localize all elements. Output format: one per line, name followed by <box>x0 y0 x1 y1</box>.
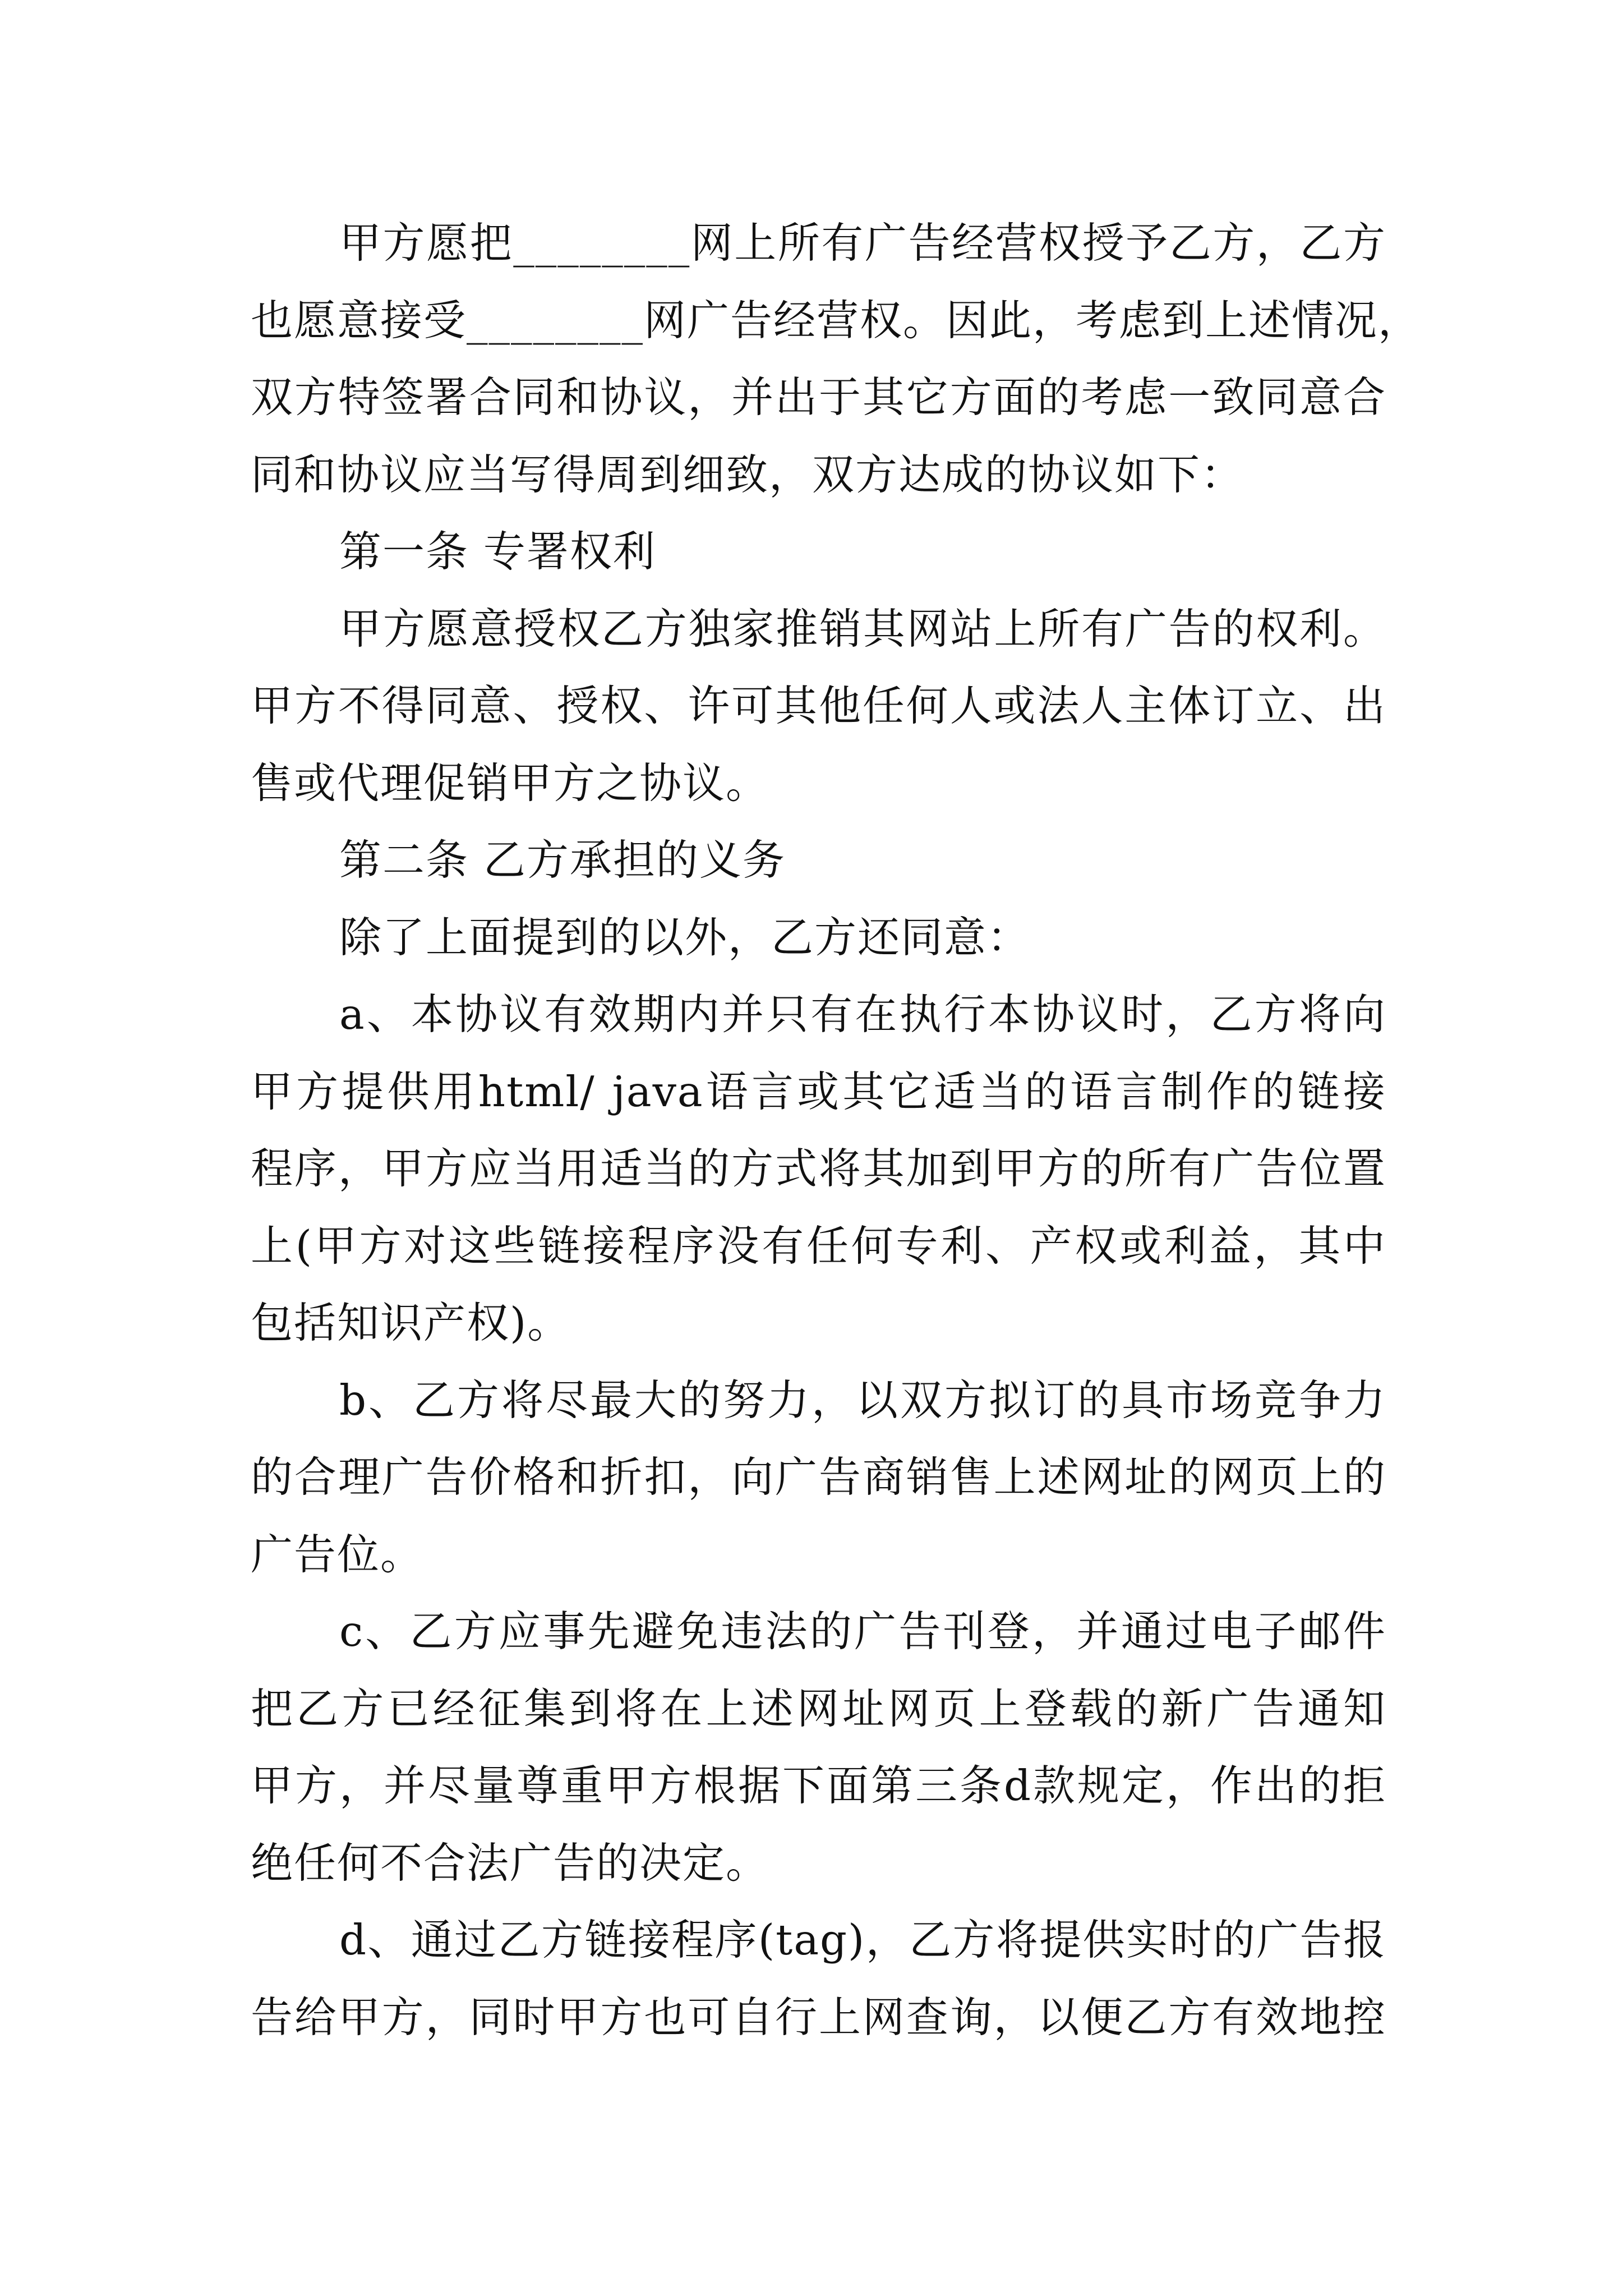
text-line: 甲方不得同意、授权、许可其他任何人或法人主体订立、出 <box>251 681 1386 730</box>
paragraph-item-c <box>251 1593 1386 1902</box>
paragraph-item-a <box>251 976 1386 1362</box>
text-line: 售或代理促销甲方之协议。 <box>251 758 769 808</box>
text-line: 上(甲方对这些链接程序没有任何专利、产权或利益，其中 <box>251 1221 1386 1271</box>
text-line: b、乙方将尽最大的努力，以双方拟订的具市场竞争力 <box>339 1375 1386 1425</box>
text-line: 把乙方已经征集到将在上述网址网页上登载的新广告通知 <box>251 1683 1386 1733</box>
text-line: 也愿意接受________网广告经营权。因此，考虑到上述情况， <box>251 295 1422 345</box>
text-line: 的合理广告价格和折扣，向广告商销售上述网址的网页上的 <box>251 1452 1386 1502</box>
section-heading-article-1 <box>251 513 1386 591</box>
section-heading-article-2 <box>251 822 1386 899</box>
text-line: 告给甲方，同时甲方也可自行上网查询，以便乙方有效地控 <box>251 1992 1386 2042</box>
text-line: 程序，甲方应当用适当的方式将其加到甲方的所有广告位置 <box>251 1144 1386 1193</box>
paragraph-article-2-intro <box>251 899 1386 977</box>
text-line: 除了上面提到的以外，乙方还同意： <box>339 912 1031 962</box>
text-line: 绝任何不合法广告的决定。 <box>251 1838 769 1888</box>
text-line: 双方特签署合同和协议，并出于其它方面的考虑一致同意合 <box>251 372 1386 422</box>
text-line: 甲方，并尽量尊重甲方根据下面第三条d款规定，作出的拒 <box>251 1761 1386 1810</box>
text-line: a、本协议有效期内并只有在执行本协议时，乙方将向 <box>339 990 1386 1039</box>
paragraph-item-d <box>251 1902 1386 2056</box>
paragraph-article-1 <box>251 591 1386 822</box>
text-line: c、乙方应事先避免违法的广告刊登，并通过电子邮件 <box>339 1607 1386 1656</box>
text-line: d、通过乙方链接程序(tag)，乙方将提供实时的广告报 <box>339 1915 1386 1964</box>
text-line: 同和协议应当写得周到细致，双方达成的协议如下： <box>251 449 1244 499</box>
text-line: 甲方愿把________网上所有广告经营权授予乙方，乙方 <box>339 218 1386 268</box>
text-line: 广告位。 <box>251 1529 424 1579</box>
text-line: 甲方愿意授权乙方独家推销其网站上所有广告的权利。 <box>339 604 1386 654</box>
section-heading: 第二条 乙方承担的义务 <box>339 835 786 885</box>
text-line: 甲方提供用html/ java语言或其它适当的语言制作的链接 <box>251 1066 1386 1116</box>
paragraph-item-b <box>251 1362 1386 1594</box>
paragraph-intro <box>251 205 1422 513</box>
text-line: 包括知识产权)。 <box>251 1298 571 1347</box>
section-heading: 第一条 专署权利 <box>339 527 656 576</box>
